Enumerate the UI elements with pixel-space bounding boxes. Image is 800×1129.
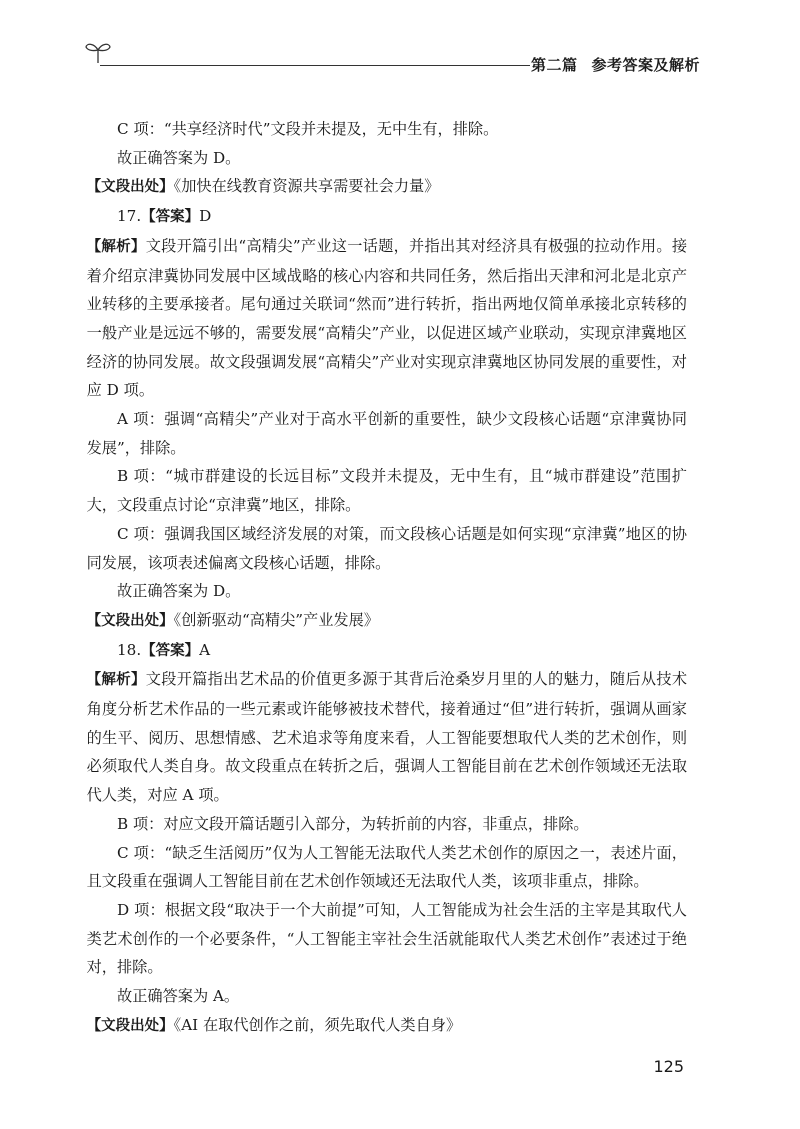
option-c-note: C 项：“共享经济时代”文段并未提及，无中生有，排除。 — [117, 120, 499, 138]
page-number: 125 — [653, 1057, 684, 1076]
source-line: 【文段出处】《AI 在取代创作之前，须先取代人类自身》 — [86, 1015, 462, 1034]
answer-label: 【答案】 — [141, 642, 200, 659]
option-c-note: C 项：“缺乏生活阅历”仅为人工智能无法取代人类艺术创作的原因之一，表述片面，且文段重在强调人工智能目前在艺术创作领域还无法取代人类，该项非重点，排除。 — [86, 843, 687, 891]
source-label: 【文段出处】 — [86, 612, 174, 629]
source-line: 【文段出处】《加快在线教育资源共享需要社会力量》 — [86, 177, 440, 196]
option-c-note: C 项：强调我国区域经济发展的对策，而文段核心话题是如何实现“京津冀”地区的协同发展，该项表述偏离文段核心话题，排除。 — [86, 524, 687, 572]
option-b-note: B 项：“城市群建设的长远目标”文段并未提及，无中生有，且“城市群建设”范围扩大，文段重点讨论“京津冀”地区，排除。 — [86, 467, 687, 515]
analysis-label: 【解析】 — [86, 672, 146, 689]
correct-answer-line: 故正确答案为 D。 — [117, 582, 241, 601]
source-label: 【文段出处】 — [86, 1017, 174, 1034]
question-17-answer: 17.【答案】D — [117, 207, 212, 226]
header-title — [531, 54, 700, 75]
question-18-answer: 18.【答案】A — [117, 640, 211, 659]
analysis-label: 【解析】 — [86, 238, 146, 255]
option-b-note: B 项：对应文段开篇话题引入部分，为转折前的内容，非重点，排除。 — [117, 814, 589, 833]
option-a-note: A 项：强调“高精尖”产业对于高水平创新的重要性，缺少文段核心话题“京津冀协同发展”，排除。 — [86, 410, 687, 457]
correct-answer-line: 故正确答案为 D。 — [117, 148, 241, 167]
option-d-note: D 项：根据文段“取决于一个大前提”可知，人工智能成为社会生活的主宰是其取代人类艺术创作的一个必要条件，“人工智能主宰社会生活就能取代人类艺术创作”表述过于绝对，排除。 — [86, 900, 687, 977]
header-section: 参考答案及解析 — [591, 56, 700, 74]
header-part: 第二篇 — [530, 56, 578, 74]
source-line: 【文段出处】《创新驱动“高精尖”产业发展》 — [86, 610, 379, 629]
running-header — [70, 34, 700, 74]
answer-label: 【答案】 — [141, 209, 200, 226]
sprout-icon — [84, 40, 112, 64]
question-18-analysis: 【解析】文段开篇指出艺术品的价值更多源于其背后沧桑岁月里的人的魅力，随后从技术角度分析艺术作品的一些元素或许能够被技术替代，接着通过“但”进行转折，强调从画家的生平、阅历、思想情感、艺术追求等角度来看，人工智能要想取代人类的艺术创作，则必须取代人类自身。故文段重点在转折之后，强调人工智能目前在艺术创作领域还无法取代人类，对应 A 项。 — [86, 670, 688, 805]
question-number: 18. — [117, 640, 142, 659]
answer-explanations — [86, 115, 688, 1041]
correct-answer-line: 故正确答案为 A。 — [117, 987, 240, 1006]
question-number: 17. — [117, 207, 142, 226]
source-label: 【文段出处】 — [86, 179, 174, 196]
question-17-analysis: 【解析】文段开篇引出“高精尖”产业这一话题，并指出其对经济具有极强的拉动作用。接着介绍京津冀协同发展中区域战略的核心内容和共同任务，然后指出天津和河北是北京产业转移的主要承接者。尾句通过关联词“然而”进行转折，指出两地仅简单承接北京转移的一般产业是远远不够的，需要发展“高精尖”产业，以促进区域产业联动，实现京津冀地区经济的协同发展。故文段强调发展“高精尖”产业对实现京津冀地区协同发展的重要性，对应 D 项。 — [86, 236, 688, 400]
header-rule — [100, 65, 530, 66]
